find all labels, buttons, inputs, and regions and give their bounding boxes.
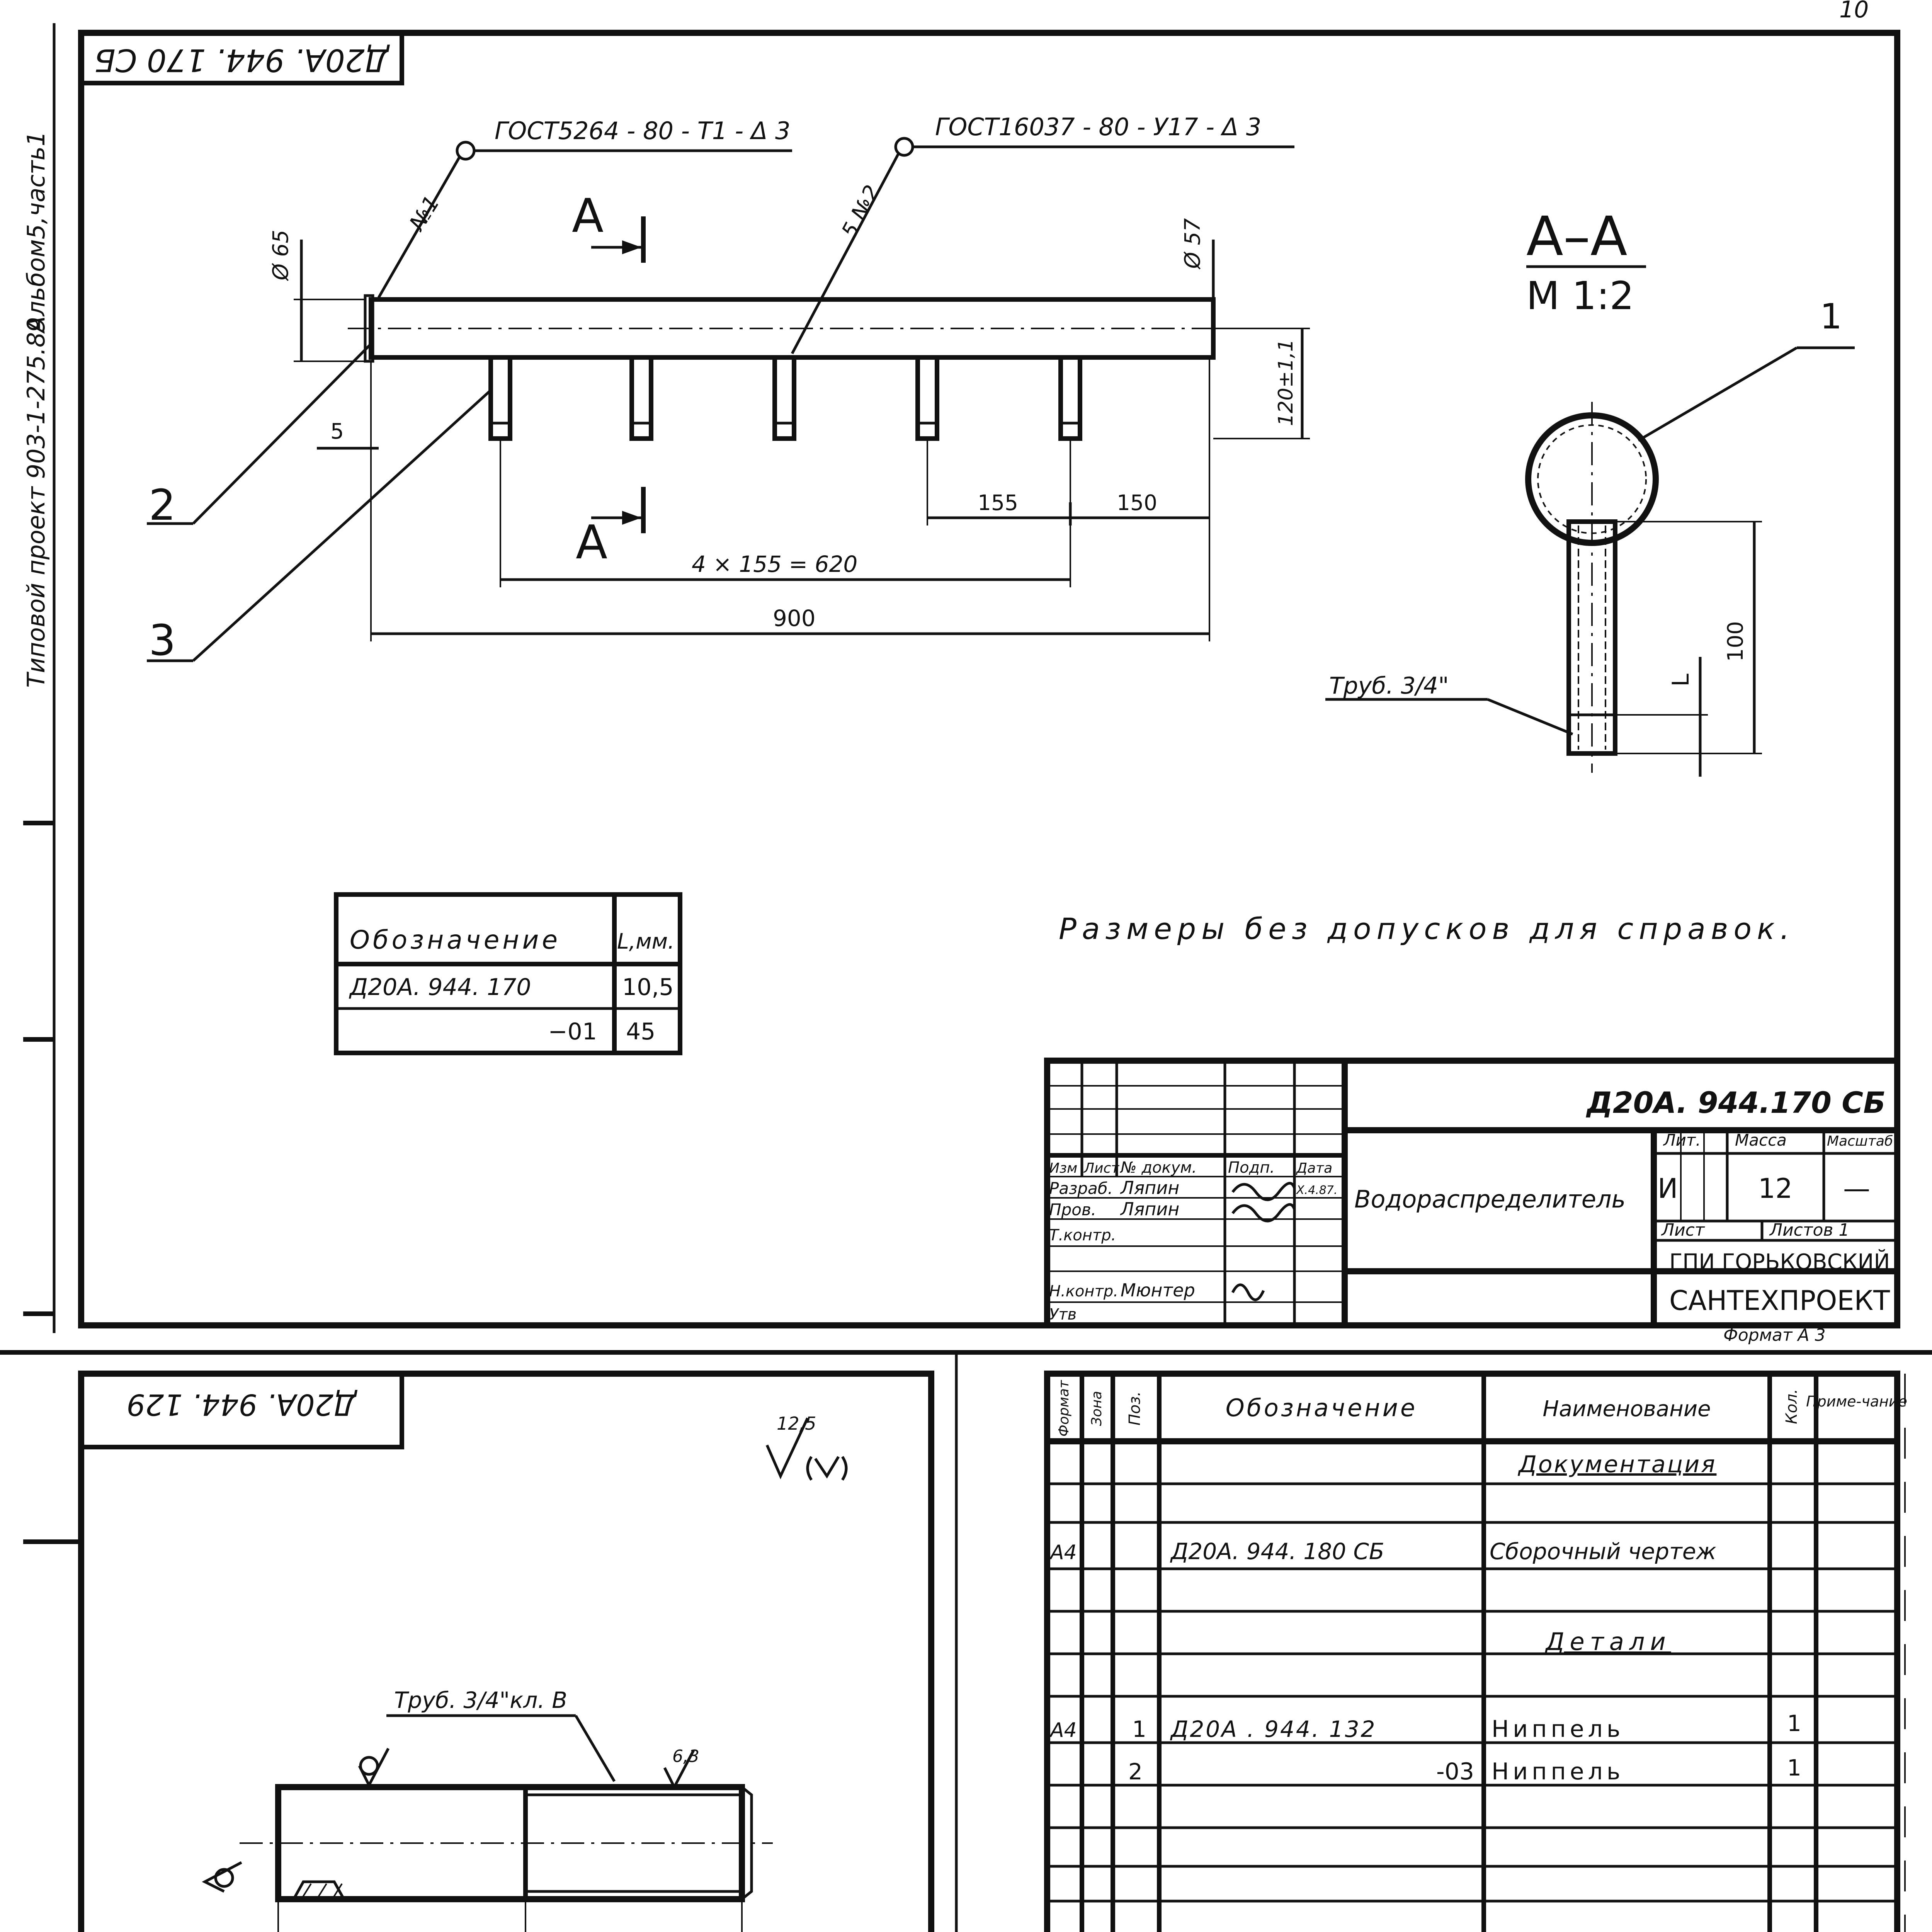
svg-text:Утв: Утв bbox=[1049, 1306, 1077, 1323]
svg-text:Ляпин: Ляпин bbox=[1121, 1177, 1180, 1198]
pipe-label: Труб. 3/4"кл. В bbox=[394, 1687, 567, 1713]
project-label: Типовой проект 903-1-275.89 bbox=[22, 317, 50, 688]
org-name: ГПИ ГОРЬКОВСКИЙ bbox=[1669, 1250, 1890, 1275]
svg-text:И: И bbox=[1658, 1173, 1678, 1204]
table-header-L: L,мм. bbox=[617, 929, 675, 954]
section-nipple bbox=[1569, 522, 1615, 753]
svg-text:Зона: Зона bbox=[1089, 1391, 1105, 1426]
svg-text:Разраб.: Разраб. bbox=[1049, 1179, 1113, 1198]
svg-text:№ докум.: № докум. bbox=[1121, 1159, 1197, 1177]
spec-row bbox=[1049, 1538, 1716, 1565]
svg-text:Поз.: Поз. bbox=[1126, 1391, 1144, 1426]
table-cell-L: 10,5 bbox=[622, 974, 674, 1001]
section-arrow-bottom-letter: А bbox=[576, 516, 608, 570]
svg-text:Х.4.87.: Х.4.87. bbox=[1296, 1184, 1338, 1197]
sheet-1-assembly bbox=[22, 23, 1897, 1345]
svg-text:Наименование: Наименование bbox=[1543, 1396, 1711, 1422]
svg-text:Ляпин: Ляпин bbox=[1121, 1199, 1180, 1219]
svg-text:1: 1 bbox=[1132, 1716, 1146, 1742]
svg-text:Лист: Лист bbox=[1084, 1160, 1119, 1176]
svg-text:2: 2 bbox=[1128, 1759, 1143, 1785]
table-cell-designation: −01 bbox=[548, 1018, 597, 1045]
weld-2-label: 5 №2 bbox=[836, 181, 885, 242]
svg-text:Н.контр.: Н.контр. bbox=[1049, 1282, 1118, 1300]
position-3: 3 bbox=[149, 616, 176, 665]
section-parts: Детали bbox=[1546, 1628, 1671, 1656]
roughness-6-3: 6,3 bbox=[672, 1747, 699, 1766]
svg-text:Масса: Масса bbox=[1735, 1131, 1787, 1150]
weld-callout-2: ГОСТ16037 - 80 - У17 - Δ 3 bbox=[935, 113, 1262, 141]
format-label: Формат А 3 bbox=[1723, 1325, 1826, 1345]
section-pipe-label: Труб. 3/4" bbox=[1329, 672, 1449, 699]
svg-text:А4: А4 bbox=[1050, 1541, 1077, 1564]
page-number: 10 bbox=[1839, 0, 1869, 23]
svg-text:Изм: Изм bbox=[1049, 1160, 1078, 1176]
title-block-1 bbox=[1047, 1061, 1897, 1345]
svg-text:Сборочный чертеж: Сборочный чертеж bbox=[1490, 1538, 1716, 1565]
position-2: 2 bbox=[149, 480, 176, 530]
mass-value: 12 bbox=[1758, 1173, 1793, 1204]
nipples bbox=[491, 357, 1080, 439]
weld-1-label: №1 bbox=[404, 191, 444, 235]
dim-d57: Ø 57 bbox=[1180, 218, 1205, 269]
svg-text:Обозначение: Обозначение bbox=[1225, 1394, 1418, 1422]
svg-text:Пров.: Пров. bbox=[1049, 1200, 1097, 1219]
drawing-name: Водораспределитель bbox=[1354, 1185, 1626, 1213]
drawing-code: Д20А. 944.170 СБ bbox=[1587, 1085, 1886, 1120]
org-name-2: САНТЕХПРОЕКТ bbox=[1669, 1285, 1890, 1316]
dim-620: 4 × 155 = 620 bbox=[692, 551, 858, 577]
svg-text:Д20А. 944. 180 СБ: Д20А. 944. 180 СБ bbox=[1171, 1538, 1384, 1565]
svg-text:Кол.: Кол. bbox=[1783, 1389, 1801, 1424]
stamp-code: Д20А. 944. 170 СБ bbox=[94, 42, 389, 78]
svg-text:Лит.: Лит. bbox=[1663, 1131, 1701, 1150]
svg-text:Приме-чание: Приме-чание bbox=[1806, 1393, 1907, 1410]
table-header-designation: Обозначение bbox=[350, 925, 561, 955]
svg-text:—: — bbox=[1843, 1173, 1870, 1204]
svg-text:Листов 1: Листов 1 bbox=[1770, 1220, 1850, 1240]
spec-row bbox=[1128, 1755, 1801, 1785]
dim-900: 900 bbox=[773, 605, 816, 631]
svg-text:-03: -03 bbox=[1436, 1758, 1474, 1785]
dim-5: 5 bbox=[330, 419, 344, 444]
svg-text:1: 1 bbox=[1787, 1755, 1801, 1781]
note: Размеры без допусков для справок. bbox=[1059, 912, 1795, 946]
dim-155: 155 bbox=[978, 490, 1018, 515]
svg-text:Лист: Лист bbox=[1662, 1220, 1705, 1240]
table-cell-designation: Д20А. 944. 170 bbox=[350, 974, 531, 1001]
dim-120: 120±1,1 bbox=[1274, 339, 1298, 426]
svg-text:Дата: Дата bbox=[1296, 1160, 1333, 1176]
sheet-3-specification bbox=[987, 1374, 1907, 1932]
svg-text:1: 1 bbox=[1787, 1710, 1801, 1736]
section-arrow-top-letter: А bbox=[572, 189, 604, 243]
signature bbox=[1233, 1285, 1264, 1300]
sheet-2-frame bbox=[81, 1374, 931, 1932]
svg-text:Мюнтер: Мюнтер bbox=[1121, 1280, 1195, 1301]
section-documentation: Документация bbox=[1519, 1451, 1717, 1478]
svg-text:А4: А4 bbox=[1050, 1719, 1077, 1742]
sheet-2-nipple bbox=[23, 1374, 931, 1932]
svg-text:Масштаб: Масштаб bbox=[1827, 1133, 1893, 1149]
svg-text:Формат: Формат bbox=[1056, 1380, 1072, 1437]
roughness-top-value: 12,5 bbox=[777, 1413, 816, 1434]
section-dim-100: 100 bbox=[1723, 621, 1748, 662]
album-label: Альбом5,часть1 bbox=[22, 131, 50, 333]
section-dim-L: L bbox=[1667, 673, 1694, 687]
svg-text:Подп.: Подп. bbox=[1228, 1159, 1275, 1177]
roughness-icon bbox=[359, 1748, 388, 1785]
dim-150: 150 bbox=[1117, 490, 1157, 515]
variant-table-1 bbox=[336, 895, 680, 1053]
section-position-1: 1 bbox=[1820, 296, 1842, 337]
svg-text:Т.контр.: Т.контр. bbox=[1049, 1226, 1116, 1244]
table-cell-L: 45 bbox=[626, 1018, 656, 1045]
section-title: А–А bbox=[1526, 205, 1628, 268]
svg-text:Ниппель: Ниппель bbox=[1492, 1758, 1624, 1785]
dim-d65: Ø 65 bbox=[268, 230, 293, 281]
section-scale: М 1:2 bbox=[1526, 273, 1634, 318]
spec-row bbox=[1049, 1710, 1801, 1743]
svg-text:Д20А . 944. 132: Д20А . 944. 132 bbox=[1171, 1716, 1377, 1742]
stamp-code: Д20А. 944. 129 bbox=[126, 1388, 357, 1422]
weld-callout-1: ГОСТ5264 - 80 - Т1 - Δ 3 bbox=[495, 117, 791, 145]
svg-text:Ниппель: Ниппель bbox=[1492, 1716, 1624, 1743]
